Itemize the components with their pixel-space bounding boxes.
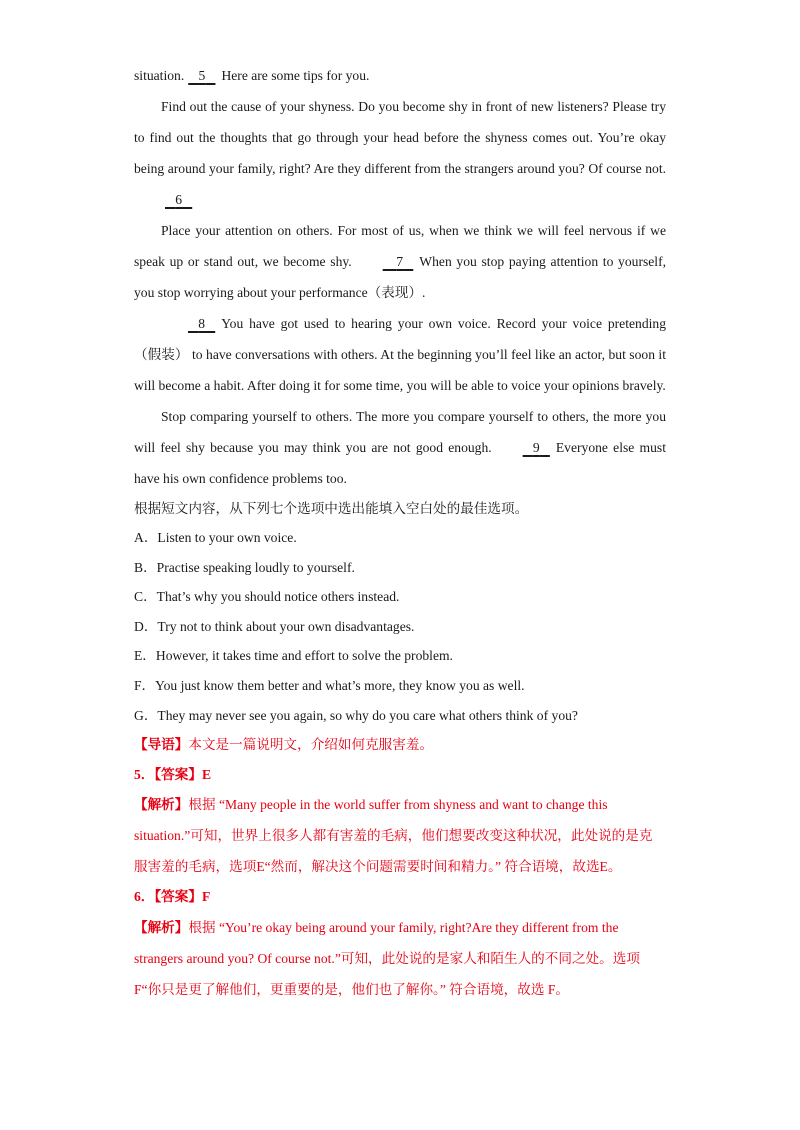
passage-text: situation. <box>134 68 185 83</box>
answer-head-6: 6．【答案】F <box>134 889 211 905</box>
analysis-tag: 【解析】 <box>134 919 189 935</box>
blank-5: 5 <box>198 68 206 83</box>
analysis-text: 根据 “Many people in the world suffer from shyness and want to change this situation.”可知，世界上很多人都有害羞的毛病，他们想要改变这种状况，此处说的是克服害羞的毛病，选项E“然而，解决这个问题需要时间和精力。” 符合语境，故选E。 <box>134 797 653 875</box>
option-e: E．However, it takes time and effort to solve the problem. <box>134 648 453 664</box>
answer-head-5: 5．【答案】E <box>134 766 212 782</box>
guide-text: 本文是一篇说明文，介绍如何克服害羞。 <box>188 737 434 753</box>
passage-text: You have got used to hearing your own voice. Record your voice pretending （假装） to have conversations with others. At the beginning you’ll feel like an actor, but soon it will become a habit. After doing it for some time, you will be able to voice your opinions bravely. <box>134 316 666 393</box>
analysis-tag: 【解析】 <box>134 797 189 813</box>
option-d: D．Try not to think about your own disadvantages. <box>134 618 415 634</box>
blank-9: 9 <box>532 440 540 455</box>
passage-text: When you stop paying attention to yourself, you stop worrying about your performance（表现）. <box>134 254 667 300</box>
passage-text: Place your attention on others. For most of us, when we think we will feel nervous if we speak up or stand out, we become shy. <box>134 223 666 269</box>
passage-text: Everyone else must have his own confidence problems too. <box>134 440 666 486</box>
guide-tag: 【导语】 <box>134 737 189 753</box>
analysis-text: 根据 “You’re okay being around your family, right?Are they different from the strangers around you? Of course not.”可知，此处说的是家人和陌生人的不同之处。选项F“你只是更了解他们，更重要的是，他们也了解你。” 符合语境，故选 F。 <box>134 919 640 997</box>
analysis-5 <box>134 789 666 882</box>
passage-paragraph-2 <box>134 215 666 308</box>
option-g: G．They may never see you again, so why do you care what others think of you? <box>134 707 578 723</box>
passage-paragraph-4 <box>134 401 666 494</box>
option-a: A．Listen to your own voice. <box>134 530 297 545</box>
guide <box>134 730 666 760</box>
options-list <box>134 523 666 730</box>
option-b: B．Practise speaking loudly to yourself. <box>134 559 355 575</box>
passage-paragraph-1 <box>134 91 666 215</box>
option-f: F．You just know them better and what’s more, they know you as well. <box>134 677 525 693</box>
passage-text: Find out the cause of your shyness. Do you become shy in front of new listeners? Please try to find out the thoughts that go through your head before the shyness comes out. You’re okay being around your family, right? Are they different from the strangers around you? Of course not. <box>134 99 666 176</box>
blank-6: 6 <box>175 192 182 207</box>
blank-8: 8 <box>198 316 205 331</box>
analysis-6 <box>134 912 666 1005</box>
passage-paragraph-0 <box>134 60 666 91</box>
option-c: C．That’s why you should notice others instead. <box>134 589 400 605</box>
instruction: 根据短文内容，从下列七个选项中选出能填入空白处的最佳选项。 <box>134 501 529 516</box>
passage-paragraph-3 <box>134 308 666 401</box>
passage-text: Stop comparing yourself to others. The more you compare yourself to others, the more you will feel shy because you may think you are not good enough. <box>134 409 666 455</box>
passage-text: Here are some tips for you. <box>221 68 370 83</box>
blank-7: 7 <box>396 254 404 269</box>
